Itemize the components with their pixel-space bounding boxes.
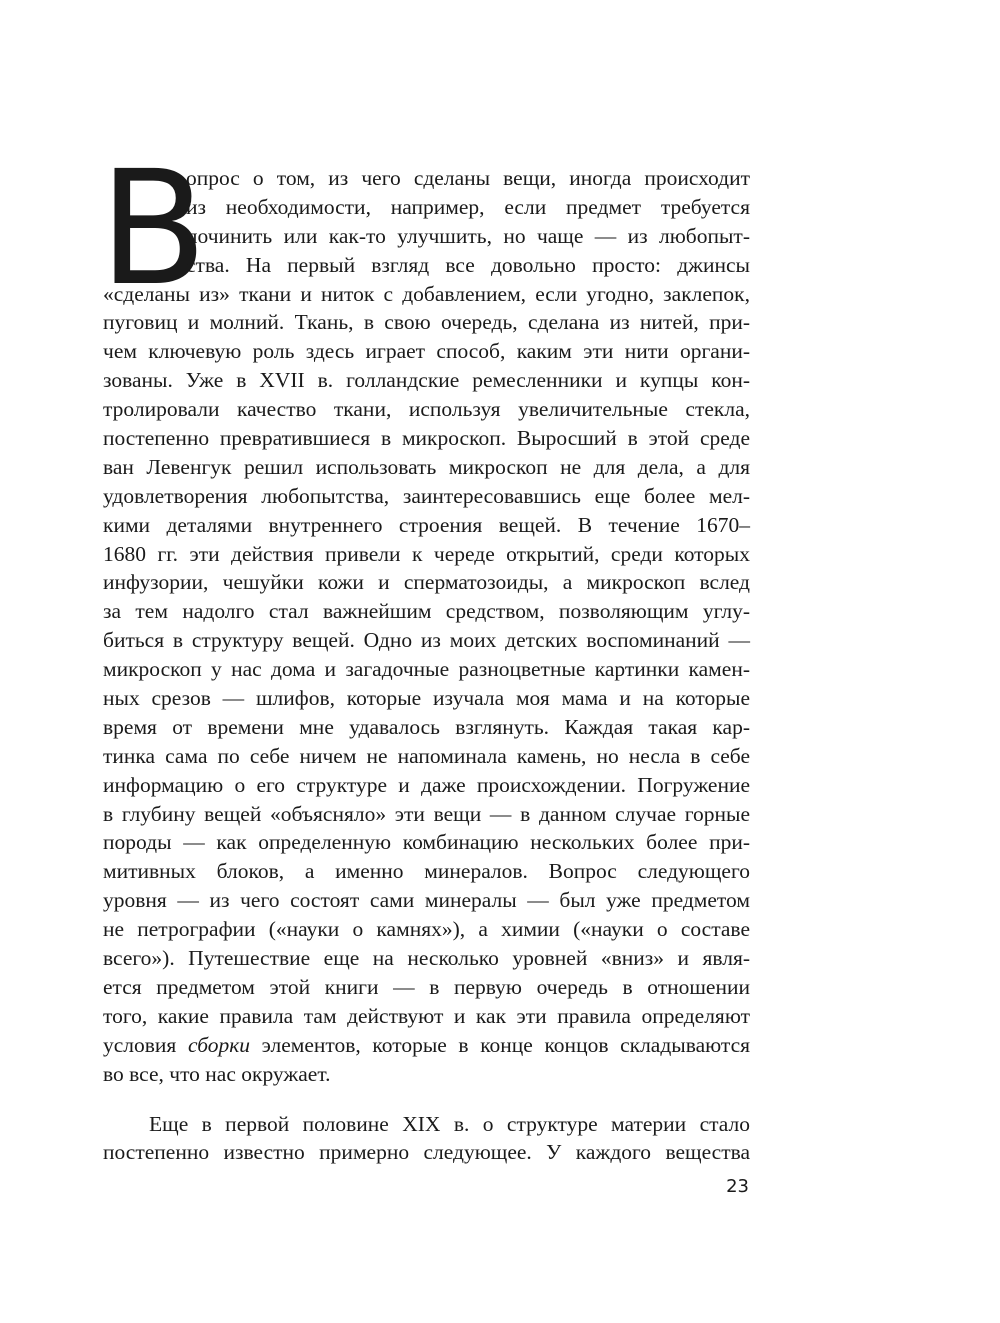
text-line: ется предметом этой книги — в первую очередь в отношении: [103, 974, 750, 999]
text-line: постепенно превратившиеся в микроскоп. Выросший в этой среде: [103, 426, 750, 451]
text-line: «сделаны из» ткани и ниток с добавлением, если угодно, заклепок,: [103, 281, 750, 306]
text-line: опрос о том, из чего сделаны вещи, иногда происходит: [186, 166, 750, 190]
text-line: не петрографии («науки о камнях»), а химии («науки о составе: [103, 917, 750, 942]
text-line: из необходимости, например, если предмет требуется: [186, 194, 750, 219]
body-text: [103, 164, 750, 1167]
text-line: время от времени мне удавалось взглянуть. Каждая такая кар-: [103, 714, 750, 739]
text-line: кими деталями внутреннего строения вещей. В течение 1670–: [103, 512, 750, 537]
text-line: зованы. Уже в XVII в. голландские ремесленники и купцы кон-: [103, 368, 750, 393]
text-line: инфузории, чешуйки кожи и сперматозоиды, а микроскоп вслед: [103, 570, 750, 595]
text-line: микроскоп у нас дома и загадочные разноцветные картинки камен-: [103, 657, 750, 682]
italic-term: сборки: [187, 1032, 251, 1057]
text-line: ства. На первый взгляд все довольно просто: джинсы: [186, 252, 750, 277]
text-fragment: элементов, которые в конце концов складываются: [250, 1032, 751, 1057]
text-line: во все, что нас окружает.: [103, 1061, 331, 1086]
text-line: ван Левенгук решил использовать микроскоп не для дела, а для: [103, 454, 750, 479]
text-line-with-italic: [103, 1031, 750, 1060]
text-line: 1680 гг. эти действия привели к череде открытий, среди которых: [103, 541, 750, 566]
text-line: за тем надолго стал важнейшим средством, позволяющим углу-: [103, 599, 750, 624]
drop-cap-letter: В: [99, 137, 208, 321]
text-line: чем ключевую роль здесь играет способ, каким эти нити органи-: [103, 339, 750, 364]
text-line: митивных блоков, а именно минералов. Вопрос следующего: [103, 859, 750, 884]
text-line: того, какие правила там действуют и как эти правила определяют: [103, 1003, 750, 1028]
text-line: тролировали качество ткани, используя увеличительные стекла,: [103, 397, 750, 422]
page-number: 23: [726, 1176, 749, 1197]
text-fragment: условия: [103, 1032, 188, 1057]
text-line: ных срезов — шлифов, которые изучала моя мама и на которые: [103, 686, 750, 711]
text-line: уровня — из чего состоят сами минералы — был уже предметом: [103, 888, 750, 913]
text-line: постепенно известно примерно следующее. У каждого вещества: [103, 1140, 750, 1165]
paragraph-gap: [103, 1089, 750, 1110]
text-line: пуговиц и молний. Ткань, в свою очередь, сделана из нитей, при-: [103, 310, 750, 335]
text-line: биться в структуру вещей. Одно из моих детских воспоминаний —: [103, 628, 750, 653]
text-line: информацию о его структуре и даже происхождении. Погружение: [103, 772, 750, 797]
text-line: в глубину вещей «объясняло» эти вещи — в данном случае горные: [103, 801, 750, 826]
text-line: починить или как-то улучшить, но чаще — из любопыт-: [186, 223, 750, 248]
text-line: тинка сама по себе ничем не напоминала камень, но несла в себе: [103, 743, 750, 768]
text-line: всего»). Путешествие еще на несколько уровней «вниз» и явля-: [103, 946, 750, 971]
text-line: удовлетворения любопытства, заинтересовавшись еще более мел-: [103, 483, 750, 508]
text-line: породы — как определенную комбинацию нескольких более при-: [103, 830, 750, 855]
text-line: Еще в первой половине XIX в. о структуре материи стало: [149, 1111, 750, 1136]
